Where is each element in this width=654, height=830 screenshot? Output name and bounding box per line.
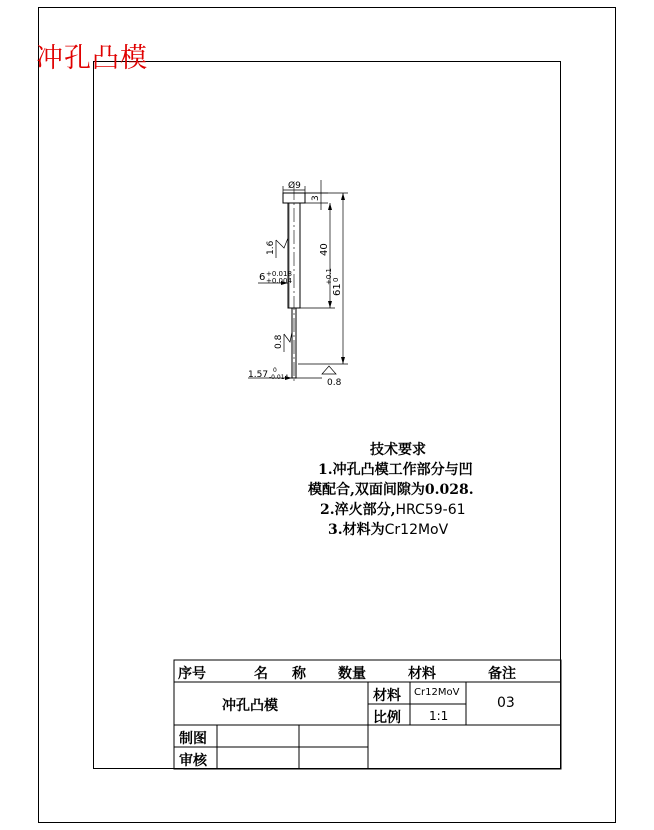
dim-tip-upper: 0: [273, 367, 277, 374]
part-name: 冲孔凸模: [222, 698, 278, 714]
material-label: 材料: [373, 688, 401, 704]
drawn-by-label: 制图: [179, 731, 207, 747]
roughness-symbol-shank: [276, 238, 288, 248]
dim-tip-lower: -0.014: [269, 374, 289, 381]
roughness-shank: 1.6: [266, 240, 276, 255]
dim-head-height: 3: [311, 195, 321, 201]
dim-diameter: Ø9: [288, 181, 301, 191]
header-material: 材料: [408, 666, 436, 682]
roughness-symbol-tip: [284, 332, 292, 342]
page-title: 冲孔凸模: [36, 43, 148, 74]
header-remark: 备注: [488, 666, 516, 682]
notes-line1: 1.冲孔凸模工作部分与凹: [318, 462, 473, 478]
header-name-b: 称: [292, 666, 306, 682]
roughness-symbol-end: [322, 366, 336, 374]
dim-tip: 1.57: [248, 370, 269, 380]
drawing-number: 03: [497, 695, 515, 711]
notes-line2: 模配合,双面间隙为0.028.: [308, 482, 474, 498]
checked-by-label: 审核: [179, 753, 207, 769]
notes-line4: 3.材料为Cr12MoV: [328, 522, 449, 538]
scale-label: 比例: [373, 710, 401, 726]
notes-line3: 2.淬火部分,HRC59-61: [320, 502, 466, 518]
roughness-tip: 0.8: [274, 334, 284, 349]
scale-value: 1:1: [429, 709, 449, 723]
notes-heading: 技术要求: [370, 442, 426, 458]
dim-total-upper: +0.1: [325, 268, 333, 285]
header-seq: 序号: [178, 666, 206, 682]
dim-shank-lower: +0.004: [266, 277, 292, 285]
material-value: Cr12MoV: [414, 687, 460, 698]
dim-total-length: 61: [332, 283, 343, 296]
header-name-a: 名: [254, 666, 268, 682]
dim-work-length: 40: [319, 243, 330, 256]
dim-total-lower: 0: [332, 277, 340, 282]
roughness-end: 0.8: [327, 378, 342, 388]
dim-shank-upper: +0.018: [266, 270, 292, 278]
dim-shank: 6: [259, 272, 266, 283]
header-qty: 数量: [338, 666, 366, 682]
technical-notes: [300, 440, 474, 540]
